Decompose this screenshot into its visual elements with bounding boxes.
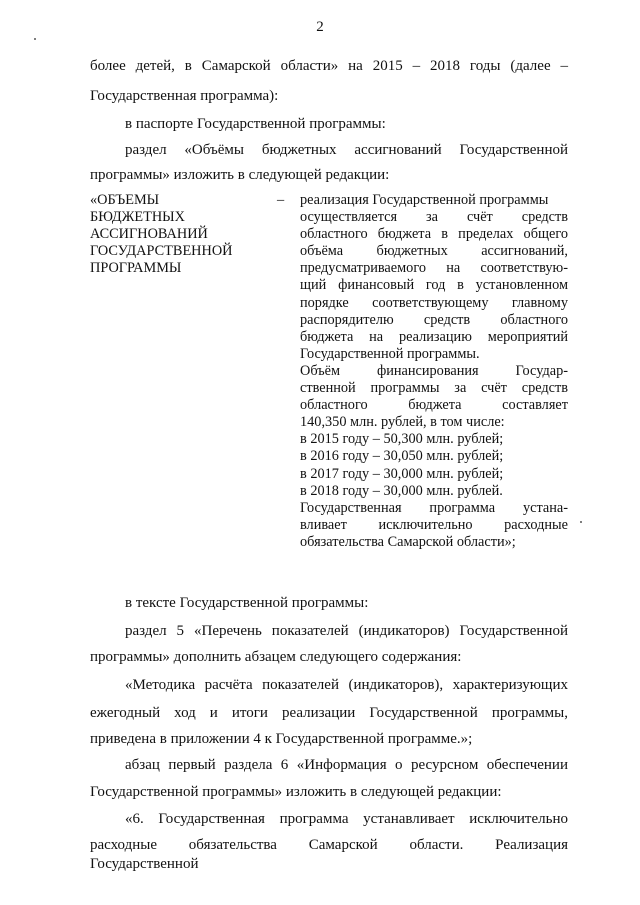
section5-line-1: раздел 5 «Перечень показателей (индикаторов) Государственной [125, 623, 568, 639]
table-right-line: Государственной программы. [300, 345, 480, 362]
table-right-line: бюджета на реализацию мероприятий [300, 328, 568, 345]
table-left-cell [90, 192, 260, 277]
table-right-cell [300, 192, 568, 551]
table-right-line: вливает исключительно расходные [300, 516, 568, 533]
table-right-line: объёма бюджетных ассигнований, [300, 243, 568, 260]
table-left-line: ГОСУДАРСТВЕННОЙ [90, 243, 233, 259]
section5-line-2: программы» дополнить абзацем следующего содержания: [90, 649, 462, 665]
table-right-line: предусматриваемого на соответствую- [300, 260, 568, 277]
intro-line-1: более детей, в Самарской области» на 2015 – 2018 годы (далее – [90, 58, 568, 74]
table-right-line: обязательства Самарской области»; [300, 533, 516, 550]
table-right-line: ственной программы за счёт средств [300, 380, 568, 397]
paragraph6-line-1: абзац первый раздела 6 «Информация о ресурсном обеспечении [125, 757, 568, 773]
section-line-1: раздел «Объёмы бюджетных ассигнований Государственной [125, 142, 568, 158]
method-line-2: ежегодный ход и итоги реализации Государственной программы, [90, 705, 568, 721]
scan-speck [580, 521, 582, 523]
section6-line-1: «6. Государственная программа устанавливает исключительно [125, 811, 568, 827]
table-right-line: в 2016 году – 30,050 млн. рублей; [300, 448, 504, 465]
table-right-line: областного бюджета составляет [300, 397, 568, 414]
table-right-line: распорядителю средств областного [300, 311, 568, 328]
scan-speck [34, 38, 36, 40]
table-right-line: реализация Государственной программы [300, 192, 549, 208]
table-right-line: в 2017 году – 30,000 млн. рублей; [300, 465, 504, 482]
table-right-line: в 2015 году – 50,300 млн. рублей; [300, 431, 504, 448]
table-dash: – [277, 192, 285, 208]
table-right-line: в 2018 году – 30,000 млн. рублей. [300, 482, 503, 499]
text-line: в тексте Государственной программы: [125, 595, 369, 611]
table-right-line: Государственная программа устана- [300, 499, 568, 516]
section-line-2: программы» изложить в следующей редакции: [90, 167, 390, 183]
table-right-line: 140,350 млн. рублей, в том числе: [300, 414, 505, 431]
method-line-3: приведена в приложении 4 к Государственной программе.»; [90, 731, 473, 747]
table-right-line: щий финансовый год в установленном [300, 277, 568, 294]
table-right-line: осуществляется за счёт средств [300, 209, 568, 226]
table-right-line: областного бюджета в пределах общего [300, 226, 568, 243]
page-number: 2 [316, 19, 324, 35]
section6-line-2: расходные обязательства Самарской области. Реализация Государственной [90, 837, 568, 872]
table-right-line: порядке соответствующему главному [300, 294, 568, 311]
passport-line: в паспорте Государственной программы: [125, 116, 386, 132]
table-left-line: «ОБЪЕМЫ [90, 192, 160, 208]
table-left-line: АССИГНОВАНИЙ [90, 226, 208, 242]
table-right-line: Объём финансирования Государ- [300, 362, 568, 379]
intro-line-2: Государственная программа): [90, 88, 279, 104]
table-left-line: БЮДЖЕТНЫХ [90, 209, 185, 225]
method-line-1: «Методика расчёта показателей (индикаторов), характеризующих [125, 677, 568, 693]
paragraph6-line-2: Государственной программы» изложить в следующей редакции: [90, 784, 502, 800]
table-left-line: ПРОГРАММЫ [90, 260, 182, 276]
